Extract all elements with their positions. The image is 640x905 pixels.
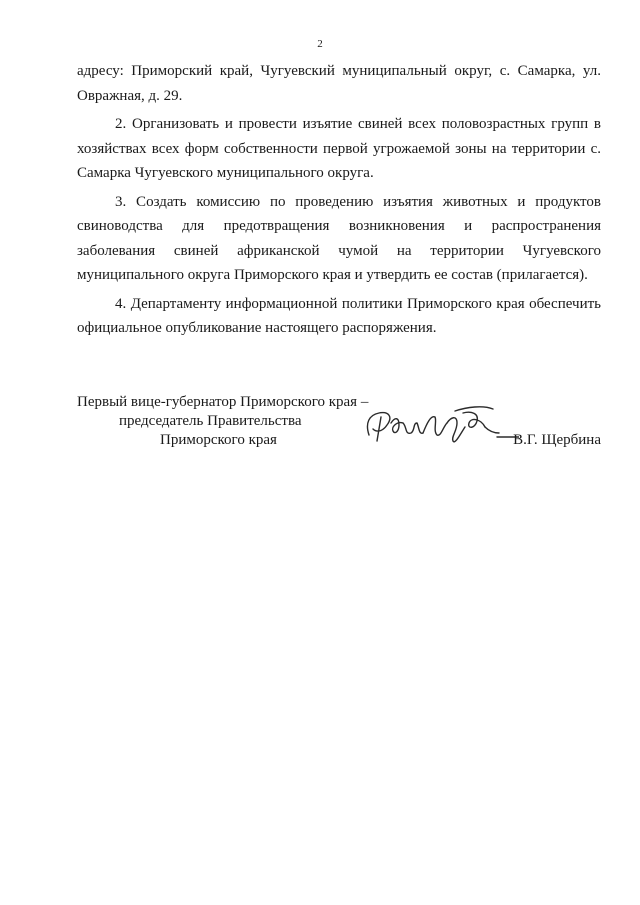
signatory-name: В.Г. Щербина [513, 432, 601, 448]
signatory-position-line-1: Первый вице-губернатор Приморского края – [77, 394, 369, 410]
paragraph-item-4: 4. Департаменту информационной политики Приморского края обеспечить официальное опубликование настоящего распоряжения. [77, 295, 601, 336]
signature-block [77, 393, 601, 463]
signatory-position-line-3: Приморского края [160, 432, 277, 448]
document-body [77, 59, 601, 341]
signatory-position-line-2: председатель Правительства [119, 413, 302, 429]
paragraph-address-continuation: адресу: Приморский край, Чугуевский муниципальный округ, с. Самарка, ул. Овражная, д. 29. [77, 63, 601, 104]
handwritten-signature-icon [359, 393, 519, 451]
paragraph-item-3: 3. Создать комиссию по проведению изъятия животных и продуктов свиноводства для предотвращения возникновения и распространения заболевания свиней африканской чумой на территории Чугуевского муниципального округа Приморского края и утвердить ее состав (прилагается). [77, 193, 601, 283]
paragraph-item-2: 2. Организовать и провести изъятие свиней всех половозрастных групп в хозяйствах всех форм собственности первой угрожаемой зоны на территории с. Самарка Чугуевского муниципального округа. [77, 116, 601, 181]
page-number: 2 [317, 38, 323, 50]
